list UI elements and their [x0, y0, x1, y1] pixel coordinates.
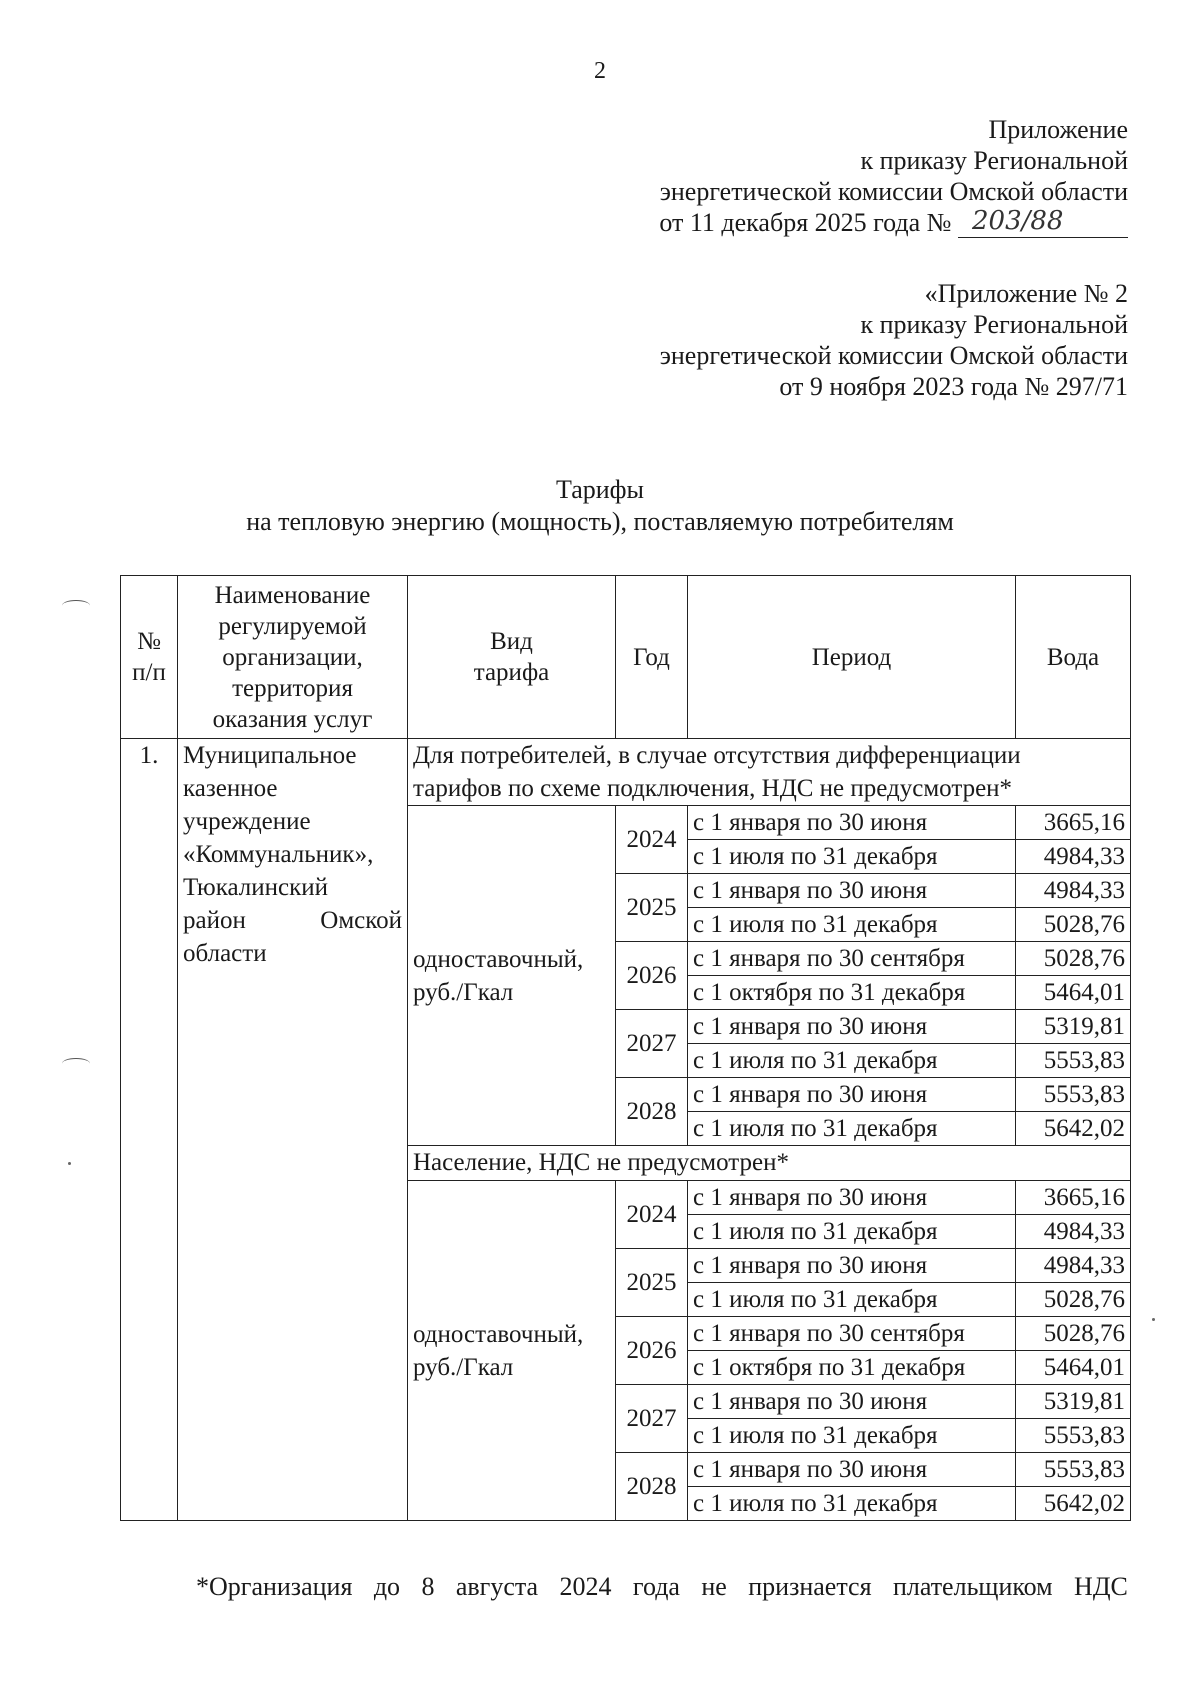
appendix-date-line — [659, 207, 1128, 240]
period-cell: с 1 января по 30 июня — [688, 806, 1016, 840]
footnote-word: не — [701, 1572, 727, 1601]
tariffs-table — [120, 575, 1131, 1521]
water-tariff-value: 5464,01 — [1016, 976, 1131, 1010]
organization-line — [183, 904, 402, 937]
period-cell: с 1 июля по 31 декабря — [688, 1215, 1016, 1249]
appendix-line: энергетической комиссии Омской области — [659, 177, 1128, 206]
period-cell: с 1 июля по 31 декабря — [688, 1487, 1016, 1521]
tariff-type-cell — [408, 1181, 616, 1521]
organization-line: казенное — [183, 775, 278, 802]
organization-line: области — [183, 940, 267, 967]
header-tariff-type: Вид тарифа — [408, 576, 616, 739]
water-tariff-value: 5464,01 — [1016, 1351, 1131, 1385]
water-tariff-value: 4984,33 — [1016, 1215, 1131, 1249]
year-cell: 2025 — [616, 1249, 688, 1317]
header-period: Период — [688, 576, 1016, 739]
appendix-line: Приложение — [988, 115, 1128, 144]
tariff-type-line: руб./Гкал — [413, 978, 514, 1006]
organization-cell — [178, 739, 408, 1521]
footnote-word: года — [632, 1572, 680, 1601]
water-tariff-value: 5028,76 — [1016, 942, 1131, 976]
period-cell: с 1 июля по 31 декабря — [688, 1044, 1016, 1078]
group-title — [408, 1146, 1131, 1181]
year-cell: 2025 — [616, 874, 688, 942]
water-tariff-value: 3665,16 — [1016, 1181, 1131, 1215]
tariff-type-cell — [408, 806, 616, 1146]
group-title-line: тарифов по схеме подключения, НДС не предусмотрен* — [413, 775, 1013, 802]
appendix-header — [659, 114, 1128, 240]
water-tariff-value: 5553,83 — [1016, 1453, 1131, 1487]
document-title — [0, 474, 1200, 538]
period-cell: с 1 июля по 31 декабря — [688, 908, 1016, 942]
year-cell: 2028 — [616, 1078, 688, 1146]
footnote-word: августа — [455, 1572, 539, 1601]
period-cell: с 1 июля по 31 декабря — [688, 1112, 1016, 1146]
appendix-line: от 9 ноября 2023 года № 297/71 — [779, 372, 1128, 401]
period-cell: с 1 января по 30 июня — [688, 1010, 1016, 1044]
period-cell: с 1 января по 30 июня — [688, 1453, 1016, 1487]
handwritten-order-number: 203/88 — [958, 206, 1128, 238]
water-tariff-value: 4984,33 — [1016, 874, 1131, 908]
appendix-line: к приказу Региональной — [860, 146, 1128, 175]
water-tariff-value: 5553,83 — [1016, 1078, 1131, 1112]
footnote-word: НДС — [1074, 1572, 1128, 1601]
period-cell: с 1 июля по 31 декабря — [688, 840, 1016, 874]
year-cell: 2026 — [616, 942, 688, 1010]
water-tariff-value: 5028,76 — [1016, 1317, 1131, 1351]
organization-line: «Коммунальник», — [183, 841, 374, 868]
period-cell: с 1 января по 30 июня — [688, 1181, 1016, 1215]
organization-line: Тюкалинский — [183, 874, 329, 901]
footnote — [196, 1572, 1128, 1602]
tariff-type-line: одноставочный, — [413, 1320, 584, 1348]
period-cell: с 1 июля по 31 декабря — [688, 1283, 1016, 1317]
previous-appendix-header — [660, 278, 1128, 402]
period-cell: с 1 января по 30 июня — [688, 1078, 1016, 1112]
tariff-type-line: одноставочный, — [413, 945, 584, 973]
scan-dot — [1152, 1318, 1155, 1321]
header-year: Год — [616, 576, 688, 739]
footnote-word: признается — [748, 1572, 872, 1601]
appendix-line: «Приложение № 2 — [924, 279, 1128, 308]
appendix-line: к приказу Региональной — [860, 310, 1128, 339]
water-tariff-value: 5553,83 — [1016, 1419, 1131, 1453]
organization-line: Муниципальное — [183, 742, 357, 769]
header-number: № п/п — [121, 576, 178, 739]
header-organization: Наименование регулируемой организации, территория оказания услуг — [178, 576, 408, 739]
organization-word: район — [183, 907, 246, 934]
table-body — [121, 739, 1131, 1521]
title-line: на тепловую энергию (мощность), поставляемую потребителям — [246, 507, 954, 536]
year-cell: 2027 — [616, 1385, 688, 1453]
period-cell: с 1 июля по 31 декабря — [688, 1419, 1016, 1453]
year-cell: 2028 — [616, 1453, 688, 1521]
period-cell: с 1 октября по 31 декабря — [688, 1351, 1016, 1385]
scan-dot — [68, 1162, 71, 1165]
water-tariff-value: 5319,81 — [1016, 1010, 1131, 1044]
group-title-line: Для потребителей, в случае отсутствия дифференциации — [413, 742, 1021, 769]
margin-mark — [62, 600, 90, 611]
period-cell: с 1 января по 30 июня — [688, 874, 1016, 908]
period-cell: с 1 октября по 31 декабря — [688, 976, 1016, 1010]
year-cell: 2027 — [616, 1010, 688, 1078]
period-cell: с 1 января по 30 июня — [688, 1249, 1016, 1283]
period-cell: с 1 января по 30 сентября — [688, 942, 1016, 976]
footnote-word: 8 — [421, 1572, 435, 1601]
title-line: Тарифы — [555, 475, 644, 504]
water-tariff-value: 4984,33 — [1016, 840, 1131, 874]
water-tariff-value: 3665,16 — [1016, 806, 1131, 840]
year-cell: 2024 — [616, 1181, 688, 1249]
water-tariff-value: 5553,83 — [1016, 1044, 1131, 1078]
group-title — [408, 739, 1131, 806]
water-tariff-value: 4984,33 — [1016, 1249, 1131, 1283]
water-tariff-value: 5642,02 — [1016, 1112, 1131, 1146]
page-number: 2 — [594, 58, 606, 84]
appendix-line: от 11 декабря 2025 года № — [659, 208, 952, 237]
water-tariff-value: 5642,02 — [1016, 1487, 1131, 1521]
water-tariff-value: 5028,76 — [1016, 1283, 1131, 1317]
table-header-row — [121, 576, 1131, 739]
period-cell: с 1 января по 30 июня — [688, 1385, 1016, 1419]
footnote-word: плательщиком — [892, 1572, 1053, 1601]
water-tariff-value: 5028,76 — [1016, 908, 1131, 942]
group-row — [121, 739, 1131, 806]
organization-word: Омской — [320, 907, 402, 934]
footnote-word: *Организация — [196, 1572, 353, 1601]
year-cell: 2026 — [616, 1317, 688, 1385]
margin-mark — [62, 1058, 90, 1069]
header-water: Вода — [1016, 576, 1131, 739]
period-cell: с 1 января по 30 сентября — [688, 1317, 1016, 1351]
footnote-word: 2024 — [559, 1572, 612, 1601]
organization-line: учреждение — [183, 808, 311, 835]
footnote-word: до — [373, 1572, 401, 1601]
row-number: 1. — [121, 739, 178, 1521]
group-title-line: Население, НДС не предусмотрен* — [413, 1149, 789, 1176]
water-tariff-value: 5319,81 — [1016, 1385, 1131, 1419]
appendix-line: энергетической комиссии Омской области — [659, 341, 1128, 370]
year-cell: 2024 — [616, 806, 688, 874]
tariff-type-line: руб./Гкал — [413, 1353, 514, 1381]
